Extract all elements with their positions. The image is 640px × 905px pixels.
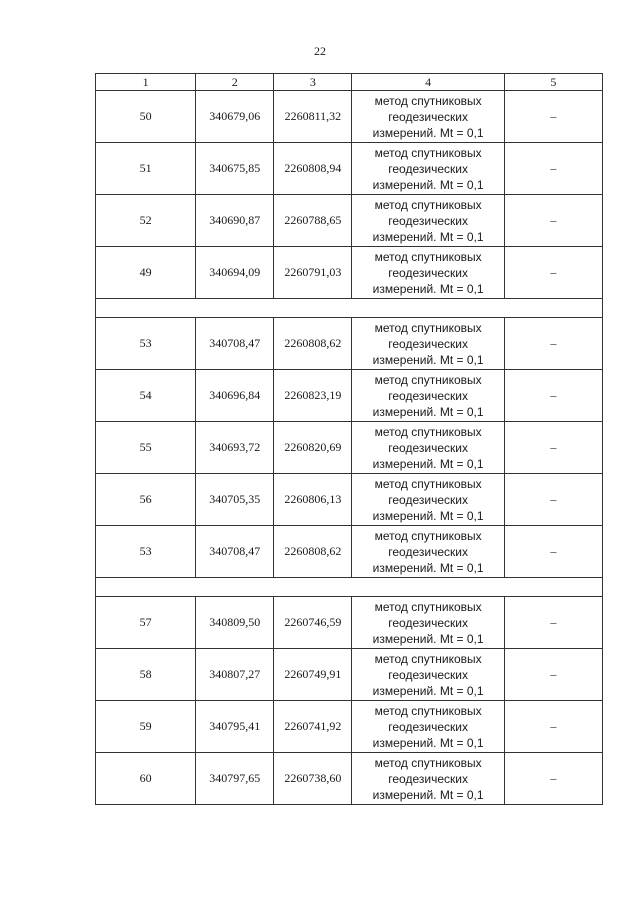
y-coordinate-cell: 2260806,13 — [274, 474, 352, 526]
method-line: геодезических — [388, 719, 468, 734]
method-line: метод спутниковых — [374, 528, 482, 543]
point-number-cell: 50 — [96, 91, 196, 143]
table-row — [96, 753, 603, 805]
method-line: измерений. Mt = 0,1 — [372, 281, 484, 296]
x-coordinate-cell: 340679,06 — [196, 91, 274, 143]
x-coordinate-cell: 340708,47 — [196, 526, 274, 578]
point-number-cell: 53 — [96, 526, 196, 578]
note-cell: – — [504, 318, 602, 370]
method-cell — [352, 91, 504, 143]
method-line: измерений. Mt = 0,1 — [372, 177, 484, 192]
note-cell: – — [504, 526, 602, 578]
header-row — [96, 74, 603, 91]
note-cell: – — [504, 701, 602, 753]
table-row — [96, 701, 603, 753]
header-col-5: 5 — [504, 74, 602, 91]
method-line: измерений. Mt = 0,1 — [372, 229, 484, 244]
x-coordinate-cell: 340675,85 — [196, 143, 274, 195]
note-cell: – — [504, 247, 602, 299]
method-cell — [352, 474, 504, 526]
note-cell: – — [504, 649, 602, 701]
method-line: измерений. Mt = 0,1 — [372, 508, 484, 523]
method-cell — [352, 247, 504, 299]
method-line: метод спутниковых — [374, 93, 482, 108]
table-row — [96, 91, 603, 143]
note-cell: – — [504, 753, 602, 805]
table-body — [96, 91, 603, 805]
method-line: геодезических — [388, 544, 468, 559]
method-line: метод спутниковых — [374, 599, 482, 614]
method-cell — [352, 753, 504, 805]
point-number-cell: 49 — [96, 247, 196, 299]
method-line: измерений. Mt = 0,1 — [372, 683, 484, 698]
y-coordinate-cell: 2260738,60 — [274, 753, 352, 805]
note-cell: – — [504, 91, 602, 143]
coordinates-table — [95, 73, 603, 805]
method-cell — [352, 422, 504, 474]
method-line: метод спутниковых — [374, 424, 482, 439]
point-number-cell: 58 — [96, 649, 196, 701]
x-coordinate-cell: 340693,72 — [196, 422, 274, 474]
method-line: метод спутниковых — [374, 249, 482, 264]
method-line: метод спутниковых — [374, 476, 482, 491]
x-coordinate-cell: 340694,09 — [196, 247, 274, 299]
method-line: метод спутниковых — [374, 755, 482, 770]
group-separator-cell — [96, 578, 603, 597]
method-cell — [352, 649, 504, 701]
method-line: геодезических — [388, 213, 468, 228]
method-cell — [352, 701, 504, 753]
note-cell: – — [504, 597, 602, 649]
method-cell — [352, 195, 504, 247]
point-number-cell: 54 — [96, 370, 196, 422]
point-number-cell: 55 — [96, 422, 196, 474]
method-line: геодезических — [388, 771, 468, 786]
y-coordinate-cell: 2260823,19 — [274, 370, 352, 422]
method-line: метод спутниковых — [374, 372, 482, 387]
point-number-cell: 59 — [96, 701, 196, 753]
method-line: измерений. Mt = 0,1 — [372, 735, 484, 750]
method-cell — [352, 143, 504, 195]
point-number-cell: 57 — [96, 597, 196, 649]
note-cell: – — [504, 474, 602, 526]
point-number-cell: 52 — [96, 195, 196, 247]
group-separator-row — [96, 299, 603, 318]
method-line: измерений. Mt = 0,1 — [372, 631, 484, 646]
method-line: метод спутниковых — [374, 703, 482, 718]
method-line: геодезических — [388, 615, 468, 630]
method-cell — [352, 318, 504, 370]
x-coordinate-cell: 340696,84 — [196, 370, 274, 422]
note-cell: – — [504, 195, 602, 247]
table-row — [96, 318, 603, 370]
method-line: измерений. Mt = 0,1 — [372, 125, 484, 140]
x-coordinate-cell: 340690,87 — [196, 195, 274, 247]
header-col-2: 2 — [196, 74, 274, 91]
header-col-1: 1 — [96, 74, 196, 91]
y-coordinate-cell: 2260788,65 — [274, 195, 352, 247]
group-separator-cell — [96, 299, 603, 318]
x-coordinate-cell: 340708,47 — [196, 318, 274, 370]
y-coordinate-cell: 2260791,03 — [274, 247, 352, 299]
header-col-4: 4 — [352, 74, 504, 91]
point-number-cell: 53 — [96, 318, 196, 370]
x-coordinate-cell: 340797,65 — [196, 753, 274, 805]
method-line: метод спутниковых — [374, 197, 482, 212]
point-number-cell: 56 — [96, 474, 196, 526]
note-cell: – — [504, 143, 602, 195]
y-coordinate-cell: 2260746,59 — [274, 597, 352, 649]
y-coordinate-cell: 2260811,32 — [274, 91, 352, 143]
y-coordinate-cell: 2260808,94 — [274, 143, 352, 195]
x-coordinate-cell: 340705,35 — [196, 474, 274, 526]
method-line: метод спутниковых — [374, 320, 482, 335]
y-coordinate-cell: 2260808,62 — [274, 318, 352, 370]
table-row — [96, 195, 603, 247]
page-number: 22 — [314, 44, 326, 58]
method-line: метод спутниковых — [374, 145, 482, 160]
point-number-cell: 51 — [96, 143, 196, 195]
group-separator-row — [96, 578, 603, 597]
table-row — [96, 597, 603, 649]
y-coordinate-cell: 2260741,92 — [274, 701, 352, 753]
y-coordinate-cell: 2260808,62 — [274, 526, 352, 578]
method-line: геодезических — [388, 388, 468, 403]
y-coordinate-cell: 2260749,91 — [274, 649, 352, 701]
table-row — [96, 370, 603, 422]
method-line: геодезических — [388, 336, 468, 351]
method-line: измерений. Mt = 0,1 — [372, 787, 484, 802]
method-line: геодезических — [388, 440, 468, 455]
method-line: геодезических — [388, 109, 468, 124]
x-coordinate-cell: 340795,41 — [196, 701, 274, 753]
table-row — [96, 247, 603, 299]
method-line: геодезических — [388, 492, 468, 507]
method-line: метод спутниковых — [374, 651, 482, 666]
table-row — [96, 422, 603, 474]
x-coordinate-cell: 340809,50 — [196, 597, 274, 649]
method-cell — [352, 597, 504, 649]
point-number-cell: 60 — [96, 753, 196, 805]
table-row — [96, 474, 603, 526]
y-coordinate-cell: 2260820,69 — [274, 422, 352, 474]
method-line: геодезических — [388, 265, 468, 280]
note-cell: – — [504, 422, 602, 474]
table-row — [96, 649, 603, 701]
method-line: измерений. Mt = 0,1 — [372, 404, 484, 419]
table-row — [96, 526, 603, 578]
method-cell — [352, 370, 504, 422]
x-coordinate-cell: 340807,27 — [196, 649, 274, 701]
note-cell: – — [504, 370, 602, 422]
method-line: измерений. Mt = 0,1 — [372, 352, 484, 367]
header-col-3: 3 — [274, 74, 352, 91]
table-row — [96, 143, 603, 195]
method-line: геодезических — [388, 161, 468, 176]
method-line: измерений. Mt = 0,1 — [372, 456, 484, 471]
method-cell — [352, 526, 504, 578]
method-line: геодезических — [388, 667, 468, 682]
method-line: измерений. Mt = 0,1 — [372, 560, 484, 575]
